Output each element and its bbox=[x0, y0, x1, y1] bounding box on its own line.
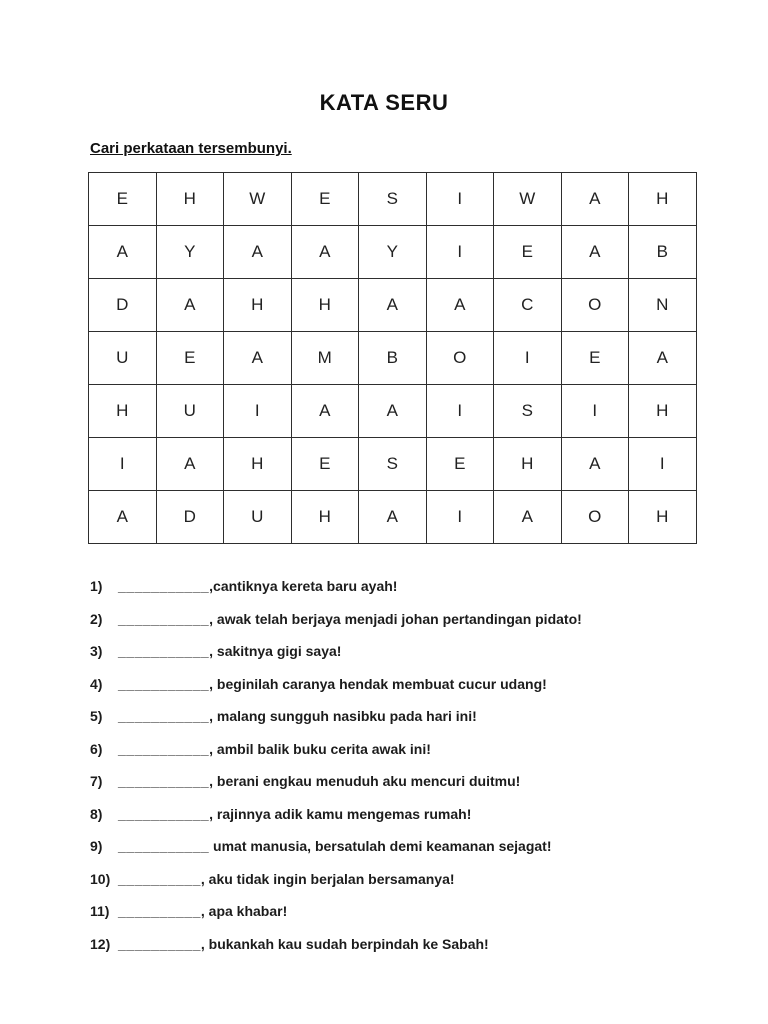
answer-blank: ___________ bbox=[118, 643, 210, 659]
grid-cell: N bbox=[629, 279, 697, 332]
question-number: 9) bbox=[90, 838, 103, 854]
grid-cell: U bbox=[89, 332, 157, 385]
grid-cell: A bbox=[629, 332, 697, 385]
question-text: , awak telah berjaya menjadi johan pertandingan pidato! bbox=[209, 610, 582, 627]
grid-cell: W bbox=[224, 173, 292, 226]
grid-cell: A bbox=[291, 226, 359, 279]
answer-blank: ___________ bbox=[118, 773, 210, 789]
grid-cell: A bbox=[89, 491, 157, 544]
grid-cell: W bbox=[494, 173, 562, 226]
question-item bbox=[90, 772, 768, 790]
question-text: umat manusia, bersatulah demi keamanan sejagat! bbox=[209, 838, 552, 854]
grid-cell: D bbox=[89, 279, 157, 332]
grid-row bbox=[89, 438, 697, 491]
grid-cell: S bbox=[494, 385, 562, 438]
answer-blank: ___________ bbox=[118, 838, 210, 854]
question-item bbox=[90, 707, 768, 725]
grid-cell: I bbox=[494, 332, 562, 385]
grid-cell: S bbox=[359, 438, 427, 491]
grid-cell: I bbox=[89, 438, 157, 491]
question-number: 5) bbox=[90, 708, 103, 724]
grid-cell: E bbox=[426, 438, 494, 491]
question-item bbox=[90, 870, 768, 888]
answer-blank: __________ bbox=[118, 870, 201, 887]
grid-cell: C bbox=[494, 279, 562, 332]
grid-cell: B bbox=[359, 332, 427, 385]
grid-cell: S bbox=[359, 173, 427, 226]
grid-row bbox=[89, 279, 697, 332]
grid-cell: A bbox=[156, 438, 224, 491]
grid-cell: I bbox=[426, 226, 494, 279]
grid-cell: E bbox=[89, 173, 157, 226]
grid-cell: I bbox=[426, 385, 494, 438]
grid-cell: M bbox=[291, 332, 359, 385]
grid-row bbox=[89, 226, 697, 279]
grid-cell: A bbox=[561, 438, 629, 491]
grid-cell: A bbox=[359, 279, 427, 332]
grid-row bbox=[89, 385, 697, 438]
answer-blank: ___________ bbox=[118, 805, 210, 822]
question-item bbox=[90, 642, 768, 660]
grid-cell: I bbox=[426, 491, 494, 544]
answer-blank: ___________ bbox=[118, 740, 210, 757]
question-text: , berani engkau menuduh aku mencuri duitmu! bbox=[209, 773, 521, 789]
question-text: , ambil balik buku cerita awak ini! bbox=[209, 740, 431, 757]
grid-cell: U bbox=[224, 491, 292, 544]
grid-cell: B bbox=[629, 226, 697, 279]
question-item bbox=[90, 935, 768, 953]
grid-cell: E bbox=[291, 173, 359, 226]
grid-row bbox=[89, 173, 697, 226]
question-number: 2) bbox=[90, 610, 103, 627]
grid-cell: A bbox=[224, 332, 292, 385]
grid-cell: A bbox=[359, 491, 427, 544]
question-text: , rajinnya adik kamu mengemas rumah! bbox=[209, 805, 472, 822]
question-text: , beginilah caranya hendak membuat cucur udang! bbox=[209, 675, 547, 692]
grid-cell: I bbox=[629, 438, 697, 491]
grid-cell: O bbox=[561, 491, 629, 544]
grid-cell: I bbox=[561, 385, 629, 438]
grid-cell: D bbox=[156, 491, 224, 544]
grid-cell: A bbox=[156, 279, 224, 332]
question-item bbox=[90, 805, 768, 823]
grid-cell: H bbox=[224, 279, 292, 332]
grid-cell: Y bbox=[156, 226, 224, 279]
grid-cell: H bbox=[629, 173, 697, 226]
question-number: 8) bbox=[90, 805, 103, 822]
questions-list bbox=[90, 577, 768, 953]
grid-cell: H bbox=[156, 173, 224, 226]
grid-cell: E bbox=[494, 226, 562, 279]
answer-blank: ___________ bbox=[118, 610, 210, 627]
answer-blank: ___________ bbox=[118, 675, 210, 692]
grid-cell: U bbox=[156, 385, 224, 438]
grid-cell: E bbox=[561, 332, 629, 385]
question-item bbox=[90, 902, 768, 920]
grid-cell: I bbox=[224, 385, 292, 438]
grid-cell: H bbox=[224, 438, 292, 491]
question-text: , aku tidak ingin berjalan bersamanya! bbox=[200, 870, 455, 887]
grid-cell: A bbox=[224, 226, 292, 279]
page-title: KATA SERU bbox=[319, 90, 449, 115]
question-text: , bukankah kau sudah berpindah ke Sabah! bbox=[200, 935, 489, 952]
question-text: , sakitnya gigi saya! bbox=[209, 643, 342, 659]
grid-cell: H bbox=[291, 491, 359, 544]
question-number: 3) bbox=[90, 643, 103, 659]
instruction-text: Cari perkataan tersembunyi. bbox=[90, 140, 292, 157]
grid-cell: E bbox=[291, 438, 359, 491]
grid-cell: A bbox=[426, 279, 494, 332]
question-item bbox=[90, 610, 768, 628]
grid-row bbox=[89, 491, 697, 544]
question-number: 4) bbox=[90, 675, 103, 692]
answer-blank: __________ bbox=[118, 935, 201, 952]
question-item bbox=[90, 837, 768, 855]
grid-cell: O bbox=[426, 332, 494, 385]
answer-blank: ___________ bbox=[118, 708, 210, 724]
grid-cell: O bbox=[561, 279, 629, 332]
grid-cell: I bbox=[426, 173, 494, 226]
grid-cell: H bbox=[629, 491, 697, 544]
grid-cell: H bbox=[291, 279, 359, 332]
question-text: , apa khabar! bbox=[200, 903, 288, 919]
question-item bbox=[90, 675, 768, 693]
grid-cell: Y bbox=[359, 226, 427, 279]
answer-blank: __________ bbox=[118, 903, 201, 919]
grid-cell: A bbox=[561, 173, 629, 226]
grid-cell: A bbox=[561, 226, 629, 279]
question-text: ,cantiknya kereta baru ayah! bbox=[209, 578, 398, 594]
grid-cell: H bbox=[494, 438, 562, 491]
grid-cell: E bbox=[156, 332, 224, 385]
grid-cell: A bbox=[359, 385, 427, 438]
question-number: 12) bbox=[90, 935, 111, 952]
question-item bbox=[90, 577, 768, 595]
question-number: 1) bbox=[90, 578, 103, 594]
question-number: 11) bbox=[90, 903, 110, 919]
question-number: 6) bbox=[90, 740, 103, 757]
question-item bbox=[90, 740, 768, 758]
grid-cell: A bbox=[494, 491, 562, 544]
answer-blank: ___________ bbox=[118, 578, 210, 594]
grid-cell: H bbox=[629, 385, 697, 438]
grid-cell: H bbox=[89, 385, 157, 438]
question-text: , malang sungguh nasibku pada hari ini! bbox=[209, 708, 477, 724]
grid-row bbox=[89, 332, 697, 385]
grid-cell: A bbox=[89, 226, 157, 279]
question-number: 7) bbox=[90, 773, 103, 789]
question-number: 10) bbox=[90, 870, 111, 887]
word-search-grid bbox=[88, 172, 697, 544]
grid-cell: A bbox=[291, 385, 359, 438]
